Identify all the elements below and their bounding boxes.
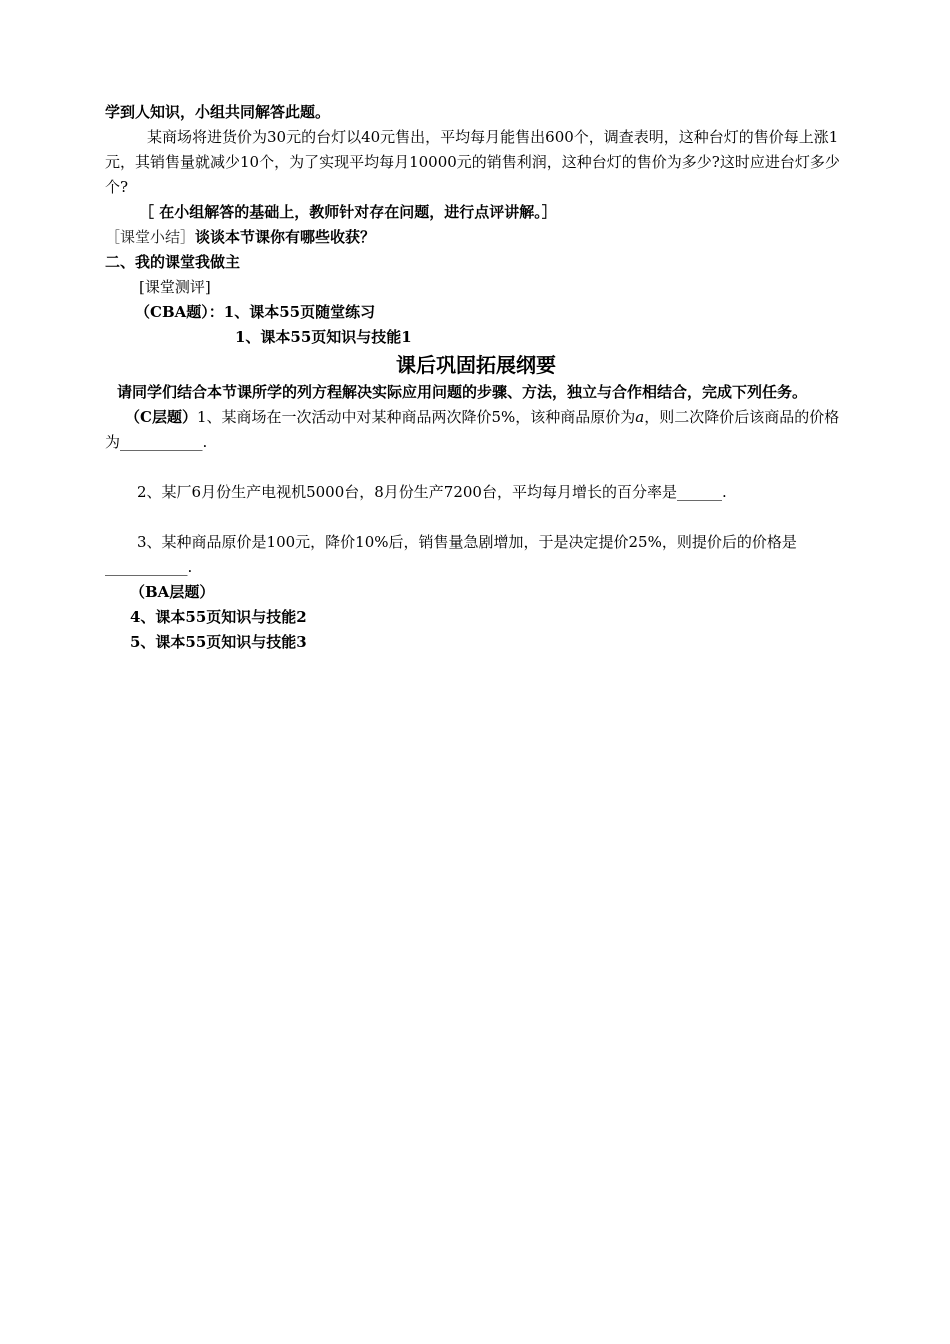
question-1 <box>105 405 847 455</box>
question-5: 5、课本55页知识与技能3 <box>130 633 307 651</box>
cba-line: （CBA题）：1、课本55页随堂练习 <box>135 303 376 321</box>
question-3: 3、某种商品原价是100元，降价10%后，销售量急剧增加，于是决定提价25%，则提价后的价格是___________. <box>105 533 797 576</box>
teacher-note: ［ 在小组解答的基础上，教师针对存在问题，进行点评讲解。］ <box>139 203 557 221</box>
q1-text-pre: 1、某商场在一次活动中对某种商品两次降价5%，该种商品原价为 <box>196 408 636 426</box>
class-summary <box>105 225 847 250</box>
section2-title: 二、我的课堂我做主 <box>105 253 241 271</box>
problem-paragraph: 某商场将进货价为30元的台灯以40元售出，平均每月能售出600个，调查表明，这种台灯的售价每上涨1元，其销售量就减少10个，为了实现平均每月10000元的销售利润，这种台灯的售价为多少?这时应进台灯多少个? <box>105 128 840 196</box>
test-label: [课堂测评] <box>139 278 211 296</box>
cba-line-2: 1、课本55页知识与技能1 <box>235 328 412 346</box>
q1-text-post: ，则二次降价后该商品的价格为___________. <box>105 408 840 451</box>
question-2: 2、某厂6月份生产电视机5000台，8月份生产7200台，平均每月增长的百分率是______. <box>137 483 727 501</box>
ba-level-label: （BA层题） <box>130 583 215 601</box>
summary-label: ［课堂小结］ <box>105 228 196 246</box>
instruction-paragraph: 请同学们结合本节课所学的列方程解决实际应用问题的步骤、方法，独立与合作相结合，完成下列任务。 <box>117 383 808 401</box>
document-page <box>105 100 847 655</box>
q1-variable: a <box>635 408 645 426</box>
intro-line: 学到人知识，小组共同解答此题。 <box>105 103 331 121</box>
question-4: 4、课本55页知识与技能2 <box>130 608 307 626</box>
after-class-title: 课后巩固拓展纲要 <box>396 353 556 377</box>
c-level-label: （C层题） <box>125 408 197 426</box>
summary-text: 谈谈本节课你有哪些收获？ <box>195 228 376 246</box>
